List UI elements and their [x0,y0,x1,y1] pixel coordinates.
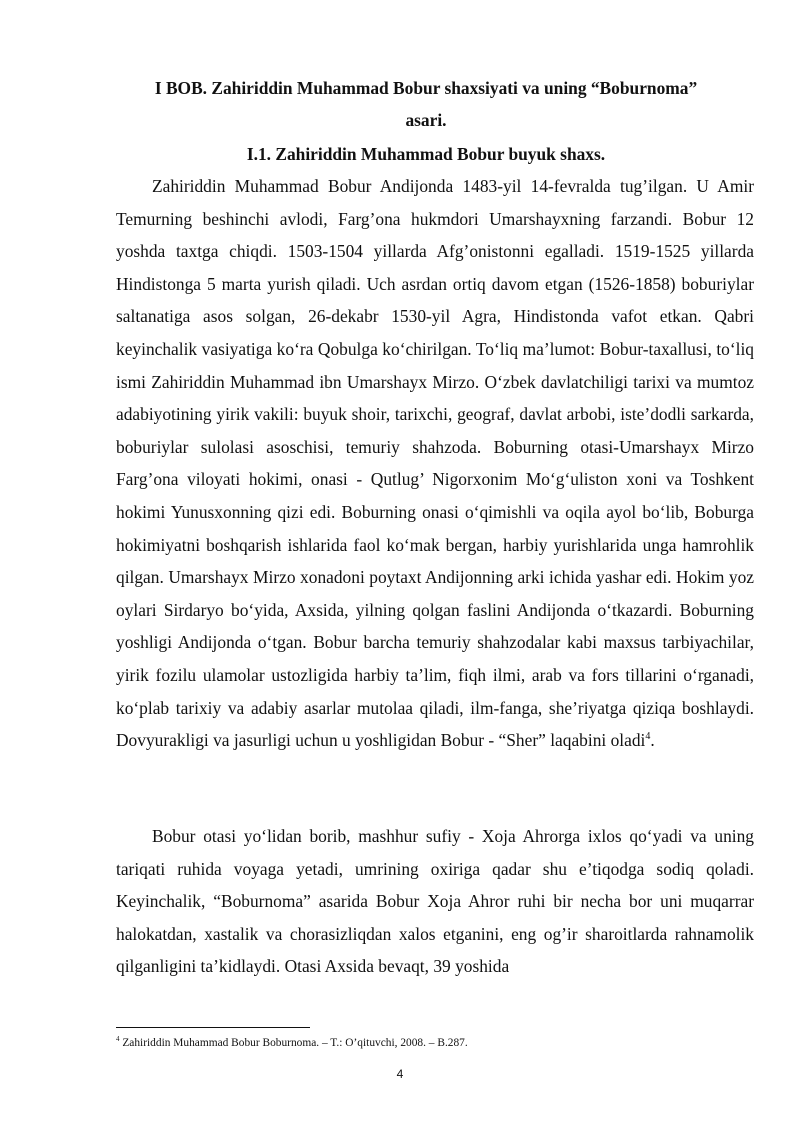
paragraph-1-end: . [650,730,655,751]
page-number: 4 [396,1067,404,1081]
chapter-title [116,72,736,136]
footnote [116,1036,754,1050]
chapter-title-line-1: I BOB. Zahiriddin Muhammad Bobur shaxsiyati va uning “Boburnoma” [154,78,698,98]
chapter-title-line-2: asari. [405,110,447,130]
footnote-divider [116,1027,310,1028]
body-paragraph-2: Bobur otasi yo‘lidan borib, mashhur sufiy - Xoja Ahrorga ixlos qo‘yadi va uning tariqati ruhida voyaga yetadi, umrining oxiriga qadar shu e’tiqodga sodiq qoladi. Keyinchalik, “Boburnoma” asarida Bobur Xoja Ahror ruhi bir necha bor uni muqarrar halokatdan, xastalik va chorasizliqdan xalos etganini, eng og’ir sharoitlarda rahnamolik qilganligini ta’kidlaydi. Otasi Axsida bevaqt, 39 yoshida [116,826,754,977]
section-title: I.1. Zahiriddin Muhammad Bobur buyuk shaxs. [246,144,606,164]
body-paragraph-1 [116,170,754,757]
footnote-number: 4 [116,1035,120,1044]
paragraph-1-text: Zahiriddin Muhammad Bobur Andijonda 1483-yil 14-fevralda tug’ilgan. U Amir Temurning beshinchi avlodi, Farg’ona hukmdori Umarshayxning farzandi. Bobur 12 yoshda taxtga chiqdi. 1503-1504 yillarda Afg’onistonni egalladi. 1519-1525 yillarda Hindistonga 5 marta yurish qiladi. Uch asrdan ortiq davom etgan (1526-1858) boburiylar saltanatiga asos solgan, 26-dekabr 1530-yil Agra, Hindistonda vafot etkan. Qabri keyinchalik vasiyatiga ko‘ra Qobulga ko‘chirilgan. To‘liq ma’lumot: Bobur-taxallusi, to‘liq ismi Zahiriddin Muhammad ibn Umarshayx Mirzo. O‘zbek davlatchiligi tarixi va mumtoz adabiyotining yirik vakili: buyuk shoir, tarixchi, geograf, davlat arbobi, iste’dodli sarkarda, boburiylar sulolasi asoschisi, temuriy shahzoda. Boburning otasi-Umarshayx Mirzo Farg’ona viloyati hokimi, onasi - Qutlug’ Nigorxonim Mo‘g‘uliston xoni va Toshkent hokimi Yunusxonning qizi edi. Boburning onasi o‘qimishli va oqila ayol bo‘lib, Boburga hokimiyatni boshqarish ishlarida faol ko‘mak bergan, harbiy yurishlarida unga hamrohlik qilgan. Umarshayx Mirzo xonadoni poytaxt Andijonning arki ichida yashar edi. Hokim yoz oylari Sirdaryo bo‘yida, Axsida, yilning qolgan faslini Andijonda o‘tkazardi. Boburning yoshligi Andijonda o‘tgan. Bobur barcha temuriy shahzodalar kabi maxsus tarbiyachilar, yirik fozilu ulamolar ustozligida harbiy ta’lim, fiqh ilmi, arab va fors tillarini o‘rganadi, ko‘plab tarixiy va adabiy asarlar mutolaa qiladi, ilm-fanga, she’riyatga qiziqa boshlaydi. Dovyurakligi va jasurligi uchun u yoshligidan Bobur - “Sher” laqabini oladi [116,176,754,751]
footnote-text: Zahiriddin Muhammad Bobur Boburnoma. – T.: O’qituvchi, 2008. – B.287. [119,1037,468,1049]
footnote-reference[interactable]: 4 [645,731,651,743]
